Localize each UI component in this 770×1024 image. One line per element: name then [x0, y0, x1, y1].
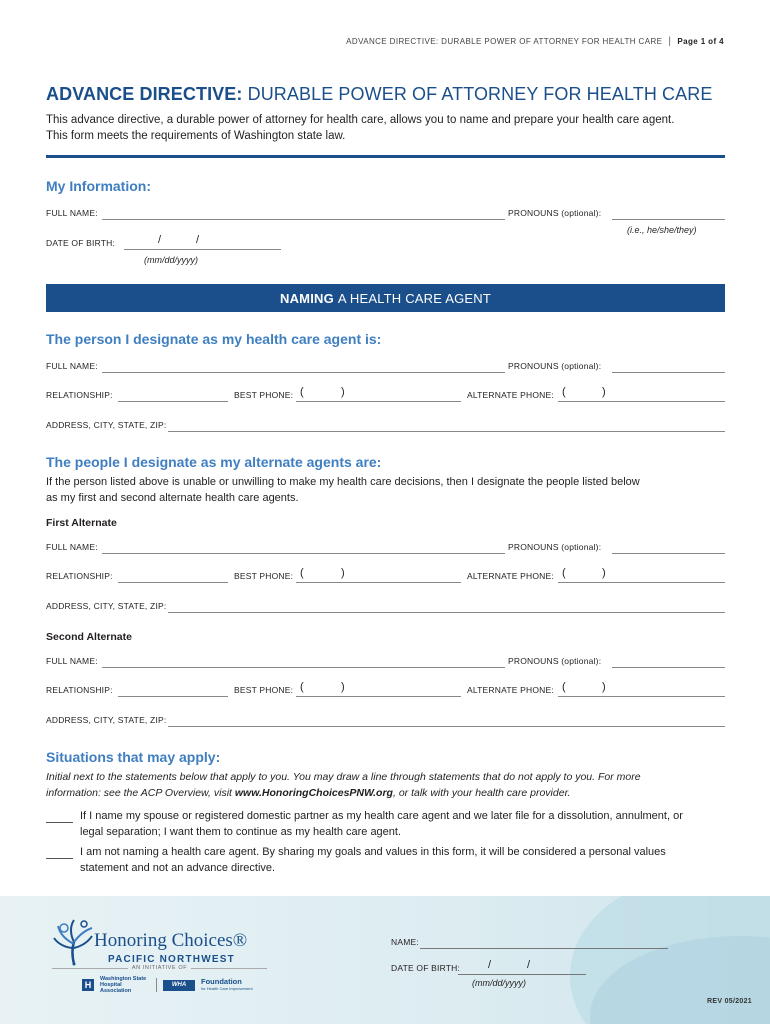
alternates-paragraph	[46, 474, 706, 506]
partner-divider	[156, 978, 157, 992]
footer-dob-hint: (mm/dd/yyyy)	[472, 978, 526, 988]
alt2-address-label: ADDRESS, CITY, STATE, ZIP:	[46, 715, 167, 725]
alt1-pronouns-field[interactable]	[612, 553, 725, 554]
situations-instr-line-1: Initial next to the statements below that apply to you. You may draw a line through statements that do not apply to you. For more	[46, 771, 641, 783]
logo-name: Honoring Choices®	[94, 930, 248, 951]
intro-line-1: This advance directive, a durable power of attorney for health care, allows you to name and prepare your health care agent.	[46, 114, 675, 126]
alt2-best-phone-field[interactable]	[296, 696, 461, 697]
alternates-para-line-2: as my first and second alternate health care agents.	[46, 492, 299, 504]
agent-heading: The person I designate as my health care agent is:	[46, 331, 382, 347]
my-dob-field[interactable]	[124, 249, 281, 250]
first-alternate-title: First Alternate	[46, 517, 117, 529]
agent-best-phone-paren-close: )	[341, 386, 345, 398]
my-full-name-field[interactable]	[102, 219, 505, 220]
alt2-best-phone-paren-open: (	[300, 681, 304, 693]
my-info-heading: My Information:	[46, 178, 151, 194]
title-divider	[46, 155, 725, 158]
my-dob-slash-1: /	[158, 234, 162, 246]
statement-1-line-1: If I name my spouse or registered domestic partner as my health care agent and we later file for a dissolution, annulment, or	[80, 810, 683, 822]
alt2-best-phone-paren-close: )	[341, 681, 345, 693]
agent-pronouns-label: PRONOUNS (optional):	[508, 361, 602, 371]
alt2-full-name-field[interactable]	[102, 667, 505, 668]
alt1-pronouns-label: PRONOUNS (optional):	[508, 542, 602, 552]
statement-1-initial-field[interactable]	[46, 822, 73, 823]
agent-full-name-label: FULL NAME:	[46, 361, 98, 371]
agent-alt-phone-field[interactable]	[558, 401, 725, 402]
alt1-best-phone-paren-close: )	[341, 567, 345, 579]
footer-dob-slash-1: /	[488, 959, 492, 971]
alt2-alt-phone-label: ALTERNATE PHONE:	[467, 685, 554, 695]
page-number: Page 1 of 4	[677, 37, 724, 46]
footer-name-label: NAME:	[391, 937, 419, 947]
running-header	[346, 36, 724, 47]
my-dob-hint: (mm/dd/yyyy)	[144, 255, 198, 265]
intro-line-2: This form meets the requirements of Washington state law.	[46, 130, 346, 142]
header-separator: |	[668, 36, 672, 47]
agent-best-phone-label: BEST PHONE:	[234, 390, 294, 400]
alt1-best-phone-paren-open: (	[300, 567, 304, 579]
partner-logos	[82, 976, 253, 994]
title-rest: DURABLE POWER OF ATTORNEY FOR HEALTH CARE	[247, 84, 713, 104]
alt1-alt-phone-label: ALTERNATE PHONE:	[467, 571, 554, 581]
alt1-best-phone-field[interactable]	[296, 582, 461, 583]
wsha-name: Washington State Hospital Association	[100, 976, 147, 994]
footer-name-field[interactable]	[420, 948, 668, 949]
my-pronouns-hint: (i.e., he/she/they)	[627, 225, 697, 235]
foundation-name: Foundation for Health Care Improvement	[201, 977, 253, 991]
alt1-alt-phone-paren-close: )	[602, 567, 606, 579]
agent-pronouns-field[interactable]	[612, 372, 725, 373]
alt1-best-phone-label: BEST PHONE:	[234, 571, 294, 581]
intro-text	[46, 112, 726, 144]
alt2-relationship-label: RELATIONSHIP:	[46, 685, 113, 695]
page-title	[46, 84, 712, 105]
alt1-relationship-field[interactable]	[118, 582, 228, 583]
agent-alt-phone-paren-open: (	[562, 386, 566, 398]
agent-full-name-field[interactable]	[102, 372, 505, 373]
revision-label: REV 05/2021	[707, 998, 752, 1005]
running-title: ADVANCE DIRECTIVE: DURABLE POWER OF ATTORNEY FOR HEALTH CARE	[346, 37, 663, 46]
foundation-logo-icon: WHA	[163, 980, 195, 991]
initiative-label: AN INITIATIVE OF	[52, 968, 267, 975]
section-banner	[46, 284, 725, 312]
alt2-pronouns-label: PRONOUNS (optional):	[508, 656, 602, 666]
statement-2-line-2: statement and not an advance directive.	[80, 862, 276, 874]
alt2-alt-phone-paren-open: (	[562, 681, 566, 693]
alt1-full-name-label: FULL NAME:	[46, 542, 98, 552]
my-full-name-label: FULL NAME:	[46, 208, 98, 218]
logo-subtitle: PACIFIC NORTHWEST	[108, 954, 235, 965]
footer-dob-slash-2: /	[527, 959, 531, 971]
alt2-best-phone-label: BEST PHONE:	[234, 685, 294, 695]
alt1-alt-phone-paren-open: (	[562, 567, 566, 579]
agent-address-field[interactable]	[168, 431, 725, 432]
banner-bold: NAMING	[279, 290, 334, 306]
alt1-relationship-label: RELATIONSHIP:	[46, 571, 113, 581]
alt2-address-field[interactable]	[168, 726, 725, 727]
agent-alt-phone-label: ALTERNATE PHONE:	[467, 390, 554, 400]
tree-logo-icon	[52, 918, 96, 966]
my-pronouns-label: PRONOUNS (optional):	[508, 208, 602, 218]
title-bold: ADVANCE DIRECTIVE:	[46, 84, 243, 104]
wsha-logo-icon: H	[82, 979, 94, 991]
alt2-full-name-label: FULL NAME:	[46, 656, 98, 666]
agent-best-phone-field[interactable]	[296, 401, 461, 402]
statement-2-line-1: I am not naming a health care agent. By sharing my goals and values in this form, it will be considered a personal values	[80, 846, 666, 858]
acp-website-link[interactable]: www.HonoringChoicesPNW.org	[234, 787, 393, 799]
my-dob-label: DATE OF BIRTH:	[46, 238, 116, 248]
agent-best-phone-paren-open: (	[300, 386, 304, 398]
statement-1	[80, 808, 730, 840]
statement-1-line-2: legal separation; I want them to continue as my health care agent.	[80, 826, 402, 838]
my-dob-slash-2: /	[196, 234, 200, 246]
statement-2	[80, 844, 730, 876]
alternates-para-line-1: If the person listed above is unable or unwilling to make my health care decisions, then I designate the people listed below	[46, 476, 640, 488]
alt2-alt-phone-paren-close: )	[602, 681, 606, 693]
alternates-heading: The people I designate as my alternate agents are:	[46, 454, 382, 470]
honoring-choices-logo	[52, 918, 282, 998]
agent-address-label: ADDRESS, CITY, STATE, ZIP:	[46, 420, 167, 430]
alt1-address-label: ADDRESS, CITY, STATE, ZIP:	[46, 601, 167, 611]
situations-instr-line-2: information: see the ACP Overview, visit www.HonoringChoicesPNW.org, or talk with your health care provider.	[46, 787, 571, 799]
alt2-pronouns-field[interactable]	[612, 667, 725, 668]
alt2-alt-phone-field[interactable]	[558, 696, 725, 697]
alt2-relationship-field[interactable]	[118, 696, 228, 697]
my-pronouns-field[interactable]	[612, 219, 725, 220]
situations-instructions	[46, 769, 726, 801]
agent-relationship-label: RELATIONSHIP:	[46, 390, 113, 400]
agent-relationship-field[interactable]	[118, 401, 228, 402]
statement-2-initial-field[interactable]	[46, 858, 73, 859]
alt1-alt-phone-field[interactable]	[558, 582, 725, 583]
situations-heading: Situations that may apply:	[46, 749, 221, 765]
footer-dob-label: DATE OF BIRTH:	[391, 963, 461, 973]
alt1-address-field[interactable]	[168, 612, 725, 613]
banner-rest: A HEALTH CARE AGENT	[337, 290, 492, 306]
second-alternate-title: Second Alternate	[46, 631, 132, 643]
agent-alt-phone-paren-close: )	[602, 386, 606, 398]
footer-dob-field[interactable]	[458, 974, 586, 975]
alt1-full-name-field[interactable]	[102, 553, 505, 554]
